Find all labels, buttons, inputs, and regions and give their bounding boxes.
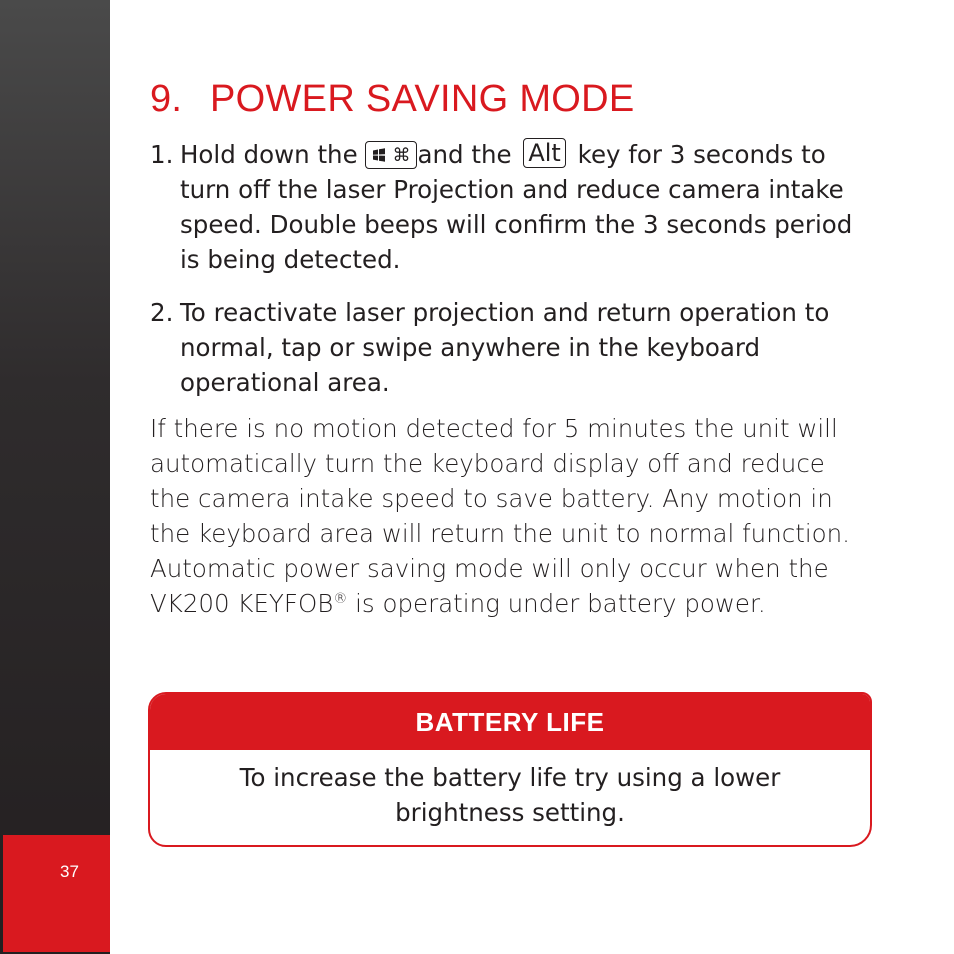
- tip-title: BATTERY LIFE: [150, 694, 870, 750]
- step-text-part: and the: [417, 140, 520, 169]
- step-marker: 2.: [150, 298, 174, 327]
- windows-logo-icon: [372, 148, 386, 162]
- windows-command-key: [365, 141, 417, 169]
- page-title: [150, 76, 635, 122]
- paragraph-text: is operating under battery power.: [347, 589, 766, 618]
- step-1: [150, 137, 870, 277]
- power-saving-paragraph: [150, 411, 870, 621]
- alt-key: Alt: [523, 138, 566, 168]
- command-icon: ⌘: [392, 145, 411, 166]
- step-text-part: key for 3 seconds to turn off the laser Projection and reduce camera intake speed. Double beeps will confirm the 3 seconds period is being detected.: [180, 140, 853, 274]
- step-text: To reactivate laser projection and return operation to normal, tap or swipe anywhere in the keyboard operational area.: [180, 298, 830, 397]
- page-sidebar: [0, 0, 110, 954]
- tip-text: To increase the battery life try using a lower brightness setting.: [239, 763, 781, 827]
- section-number: 9.: [150, 78, 183, 120]
- registered-mark: ®: [333, 590, 348, 607]
- step-text: [150, 137, 870, 277]
- step-2: [150, 295, 870, 400]
- page-number: 37: [60, 862, 79, 881]
- section-title: POWER SAVING MODE: [210, 78, 635, 120]
- page-number-tab: [3, 835, 110, 952]
- step-marker: 1.: [150, 140, 174, 169]
- step-text-part: Hold down the: [180, 140, 366, 169]
- paragraph-text: If there is no motion detected for 5 minutes the unit will automatically turn the keyboard display off and reduce the camera intake speed to save battery. Any motion in the keyboard area will return the unit to normal function. Automatic power saving mode will only occur when the VK200 KEYFOB: [150, 414, 850, 618]
- battery-life-tip-box: [148, 692, 872, 847]
